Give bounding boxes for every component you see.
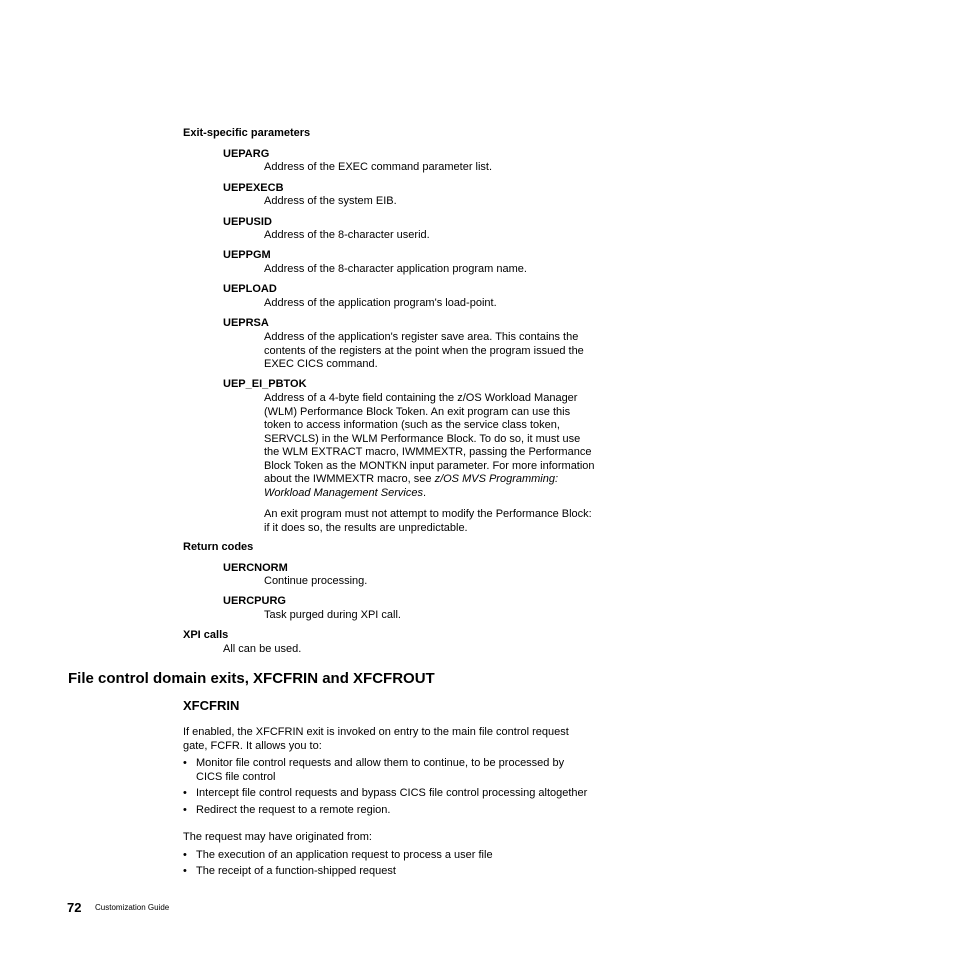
section-heading-exit-params: Exit-specific parameters	[183, 127, 311, 139]
term-ueparg: UEPARG	[223, 148, 270, 160]
desc-uepusid: Address of the 8-character userid.	[264, 229, 430, 241]
citation-italic: z/OS MVS Programming:	[434, 473, 559, 485]
term-uepload: UEPLOAD	[223, 283, 277, 295]
intro-paragraph: If enabled, the XFCFRIN exit is invoked on entry to the main file control request gate, FCFR. It allows you to:	[183, 726, 569, 752]
desc-ueppgm: Address of the 8-character application program name.	[264, 263, 527, 275]
list-item: • Monitor file control requests and allow them to continue, to be processed by CICS file control	[183, 757, 565, 783]
desc-ueparg: Address of the EXEC command parameter list.	[264, 161, 493, 173]
page-number: 72	[67, 900, 82, 915]
list-item: • The receipt of a function-shipped request	[183, 865, 396, 877]
bullet-icon: •	[183, 757, 187, 769]
term-uep-ei-pbtok: UEP_EI_PBTOK	[223, 378, 307, 390]
desc-uepload: Address of the application program's load-point.	[264, 297, 497, 309]
term-ueppgm: UEPPGM	[223, 249, 271, 261]
footer-book-title: Customization Guide	[95, 903, 170, 912]
section-heading-xpi-calls: XPI calls	[183, 629, 229, 641]
note-pbtok: An exit program must not attempt to modify the Performance Block: if it does so, the results are unpredictable.	[264, 508, 592, 534]
term-ueprsa: UEPRSA	[223, 317, 269, 329]
bullet-icon: •	[183, 804, 187, 816]
desc-uercpurg: Task purged during XPI call.	[264, 609, 401, 621]
subsection-title: XFCFRIN	[183, 698, 240, 713]
term-uercnorm: UERCNORM	[223, 562, 288, 574]
desc-xpi-calls: All can be used.	[223, 643, 302, 655]
list-item: • Intercept file control requests and bypass CICS file control processing altogether	[183, 787, 588, 799]
list-item: • Redirect the request to a remote region.	[183, 804, 391, 816]
desc-uepexecb: Address of the system EIB.	[264, 195, 397, 207]
term-uepusid: UEPUSID	[223, 216, 272, 228]
desc-uep-ei-pbtok: Address of a 4-byte field containing the z/OS Workload Manager (WLM) Performance Block Token. An exit program can use this token to access information (such as the service class token, SERVCLS) in the WLM Performance Block. To do so, it must use the WLM EXTRACT macro, IWMMEXTR, passing the Performance Block Token as the MONTKN input parameter. For more information about the IWMMEXTR macro, see z/OS MVS Programming: Workload Management Services.	[264, 392, 595, 499]
term-uepexecb: UEPEXECB	[223, 182, 284, 194]
section-heading-return-codes: Return codes	[183, 541, 254, 553]
bullet-icon: •	[183, 787, 187, 799]
bullet-icon: •	[183, 865, 187, 877]
desc-uercnorm: Continue processing.	[264, 575, 368, 587]
section-title: File control domain exits, XFCFRIN and XFCFROUT	[68, 670, 435, 687]
origin-intro: The request may have originated from:	[183, 831, 372, 843]
citation-italic-cont: Workload Management Services	[264, 486, 423, 499]
term-uercpurg: UERCPURG	[223, 595, 286, 607]
desc-ueprsa: Address of the application's register save area. This contains the contents of the registers at the point when the program issued the EXEC CICS command.	[264, 331, 584, 370]
bullet-icon: •	[183, 849, 187, 861]
list-item: • The execution of an application request to process a user file	[183, 849, 493, 861]
